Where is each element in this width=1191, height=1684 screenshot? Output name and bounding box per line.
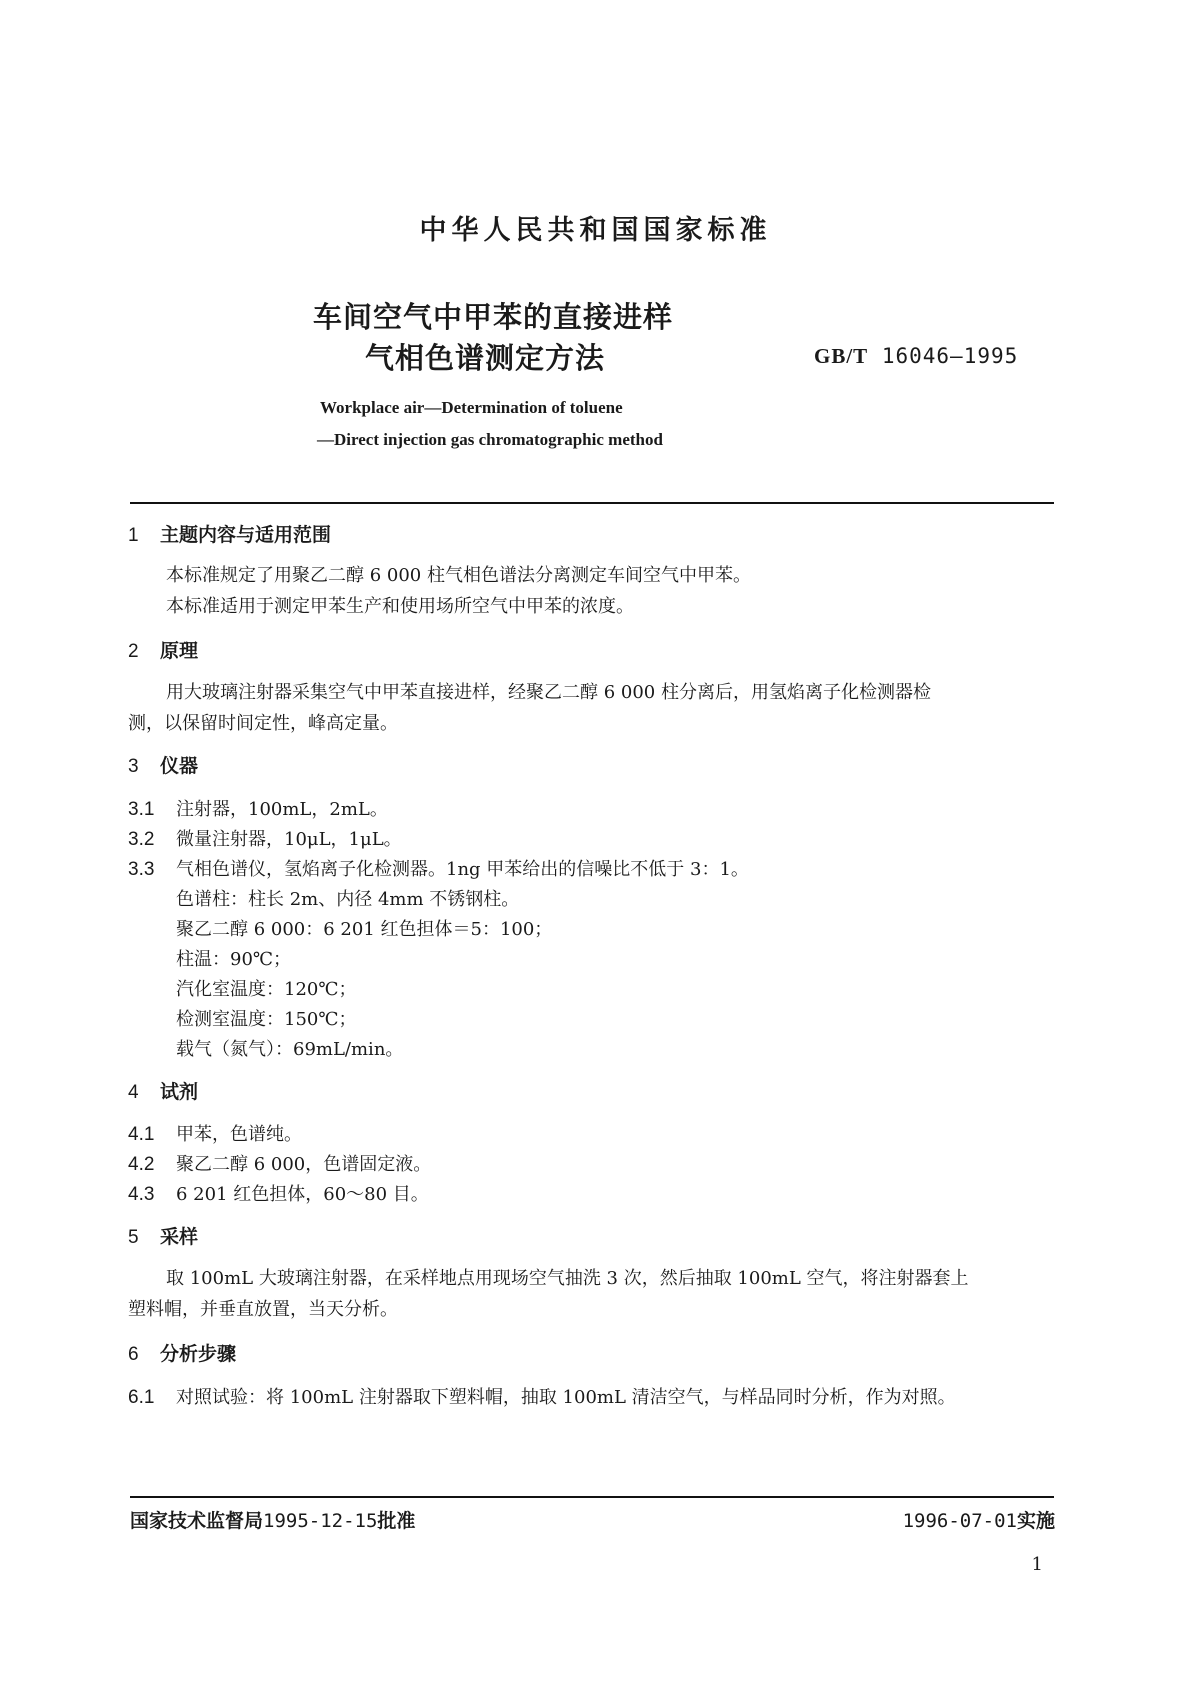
item-number: 6.1 [128, 1387, 155, 1408]
header-rule [130, 502, 1054, 504]
document-title-line1: 车间空气中甲苯的直接进样 [313, 300, 674, 334]
english-title-line1: Workplace air—Determination of toluene [320, 398, 623, 417]
standard-code-number: 16046—1995 [881, 344, 1019, 368]
item-number: 4.3 [128, 1184, 155, 1205]
spec-line: 汽化室温度：120℃； [176, 979, 357, 1000]
list-item [128, 855, 749, 881]
paragraph: 本标准规定了用聚乙二醇 6 000 柱气相色谱法分离测定车间空气中甲苯。 [166, 565, 751, 586]
item-text: 对照试验：将 100mL 注射器取下塑料帽，抽取 100mL 清洁空气，与样品同时分析，作为对照。 [176, 1387, 956, 1408]
approval-line [130, 1506, 415, 1533]
section-title: 采样 [160, 1226, 199, 1248]
list-item [128, 1120, 302, 1146]
section-heading-4 [128, 1077, 198, 1104]
section-heading-3 [128, 751, 198, 778]
paragraph: 用大玻璃注射器采集空气中甲苯直接进样，经聚乙二醇 6 000 柱分离后，用氢焰离子化检测器检 [166, 682, 931, 703]
list-item [128, 1180, 429, 1206]
paragraph: 取 100mL 大玻璃注射器，在采样地点用现场空气抽洗 3 次，然后抽取 100mL 空气，将注射器套上 [166, 1268, 969, 1289]
approval-label: 批准 [377, 1510, 416, 1532]
section-number: 3 [128, 756, 139, 777]
item-number: 3.2 [128, 829, 155, 850]
section-number: 2 [128, 641, 139, 662]
section-number: 6 [128, 1344, 139, 1365]
standard-code-prefix: GB/T [814, 344, 869, 368]
item-number: 3.3 [128, 859, 155, 880]
english-title-line2: —Direct injection gas chromatographic method [317, 430, 663, 449]
footer-rule [130, 1496, 1054, 1498]
item-number: 4.2 [128, 1154, 155, 1175]
list-item [128, 1383, 956, 1409]
paragraph: 塑料帽，并垂直放置，当天分析。 [128, 1299, 398, 1320]
paragraph: 本标准适用于测定甲苯生产和使用场所空气中甲苯的浓度。 [166, 596, 634, 617]
item-text: 6 201 红色担体，60～80 目。 [176, 1184, 429, 1205]
spec-line: 聚乙二醇 6 000：6 201 红色担体＝5：100； [176, 919, 553, 940]
spec-line: 柱温：90℃； [176, 949, 292, 970]
approval-date: 1995-12-15 [263, 1510, 378, 1532]
item-text: 气相色谱仪，氢焰离子化检测器。1ng 甲苯给出的信噪比不低于 3：1。 [176, 859, 749, 880]
section-number: 4 [128, 1082, 139, 1103]
spec-line: 载气（氮气）：69mL/min。 [176, 1039, 404, 1060]
section-title: 原理 [160, 640, 199, 662]
section-heading-5 [128, 1222, 198, 1249]
section-number: 1 [128, 525, 139, 546]
item-text: 微量注射器，10μL，1μL。 [176, 829, 402, 850]
section-heading-2 [128, 636, 198, 663]
item-text: 甲苯，色谱纯。 [176, 1124, 302, 1145]
item-number: 3.1 [128, 799, 155, 820]
section-heading-6 [128, 1339, 236, 1366]
effective-line [903, 1506, 1055, 1533]
spec-line: 检测室温度：150℃； [176, 1009, 357, 1030]
approval-org: 国家技术监督局 [130, 1510, 264, 1532]
section-heading-1 [128, 520, 331, 547]
list-item [128, 1150, 431, 1176]
section-number: 5 [128, 1227, 139, 1248]
section-title: 主题内容与适用范围 [160, 524, 332, 546]
spec-line: 色谱柱：柱长 2m、内径 4mm 不锈钢柱。 [176, 889, 520, 910]
effective-date: 1996-07-01 [902, 1510, 1017, 1532]
standard-code [814, 344, 1018, 369]
standard-title: 中华人民共和国国家标准 [419, 215, 772, 246]
list-item [128, 795, 388, 821]
section-title: 仪器 [160, 755, 199, 777]
document-title-line2: 气相色谱测定方法 [365, 341, 606, 375]
effective-label: 实施 [1016, 1510, 1055, 1532]
section-title: 分析步骤 [160, 1343, 237, 1365]
item-number: 4.1 [128, 1124, 155, 1145]
item-text: 注射器，100mL，2mL。 [176, 799, 388, 820]
list-item [128, 825, 402, 851]
paragraph: 测，以保留时间定性，峰高定量。 [128, 713, 398, 734]
page-number: 1 [1031, 1554, 1043, 1575]
item-text: 聚乙二醇 6 000，色谱固定液。 [176, 1154, 432, 1175]
section-title: 试剂 [160, 1081, 199, 1103]
